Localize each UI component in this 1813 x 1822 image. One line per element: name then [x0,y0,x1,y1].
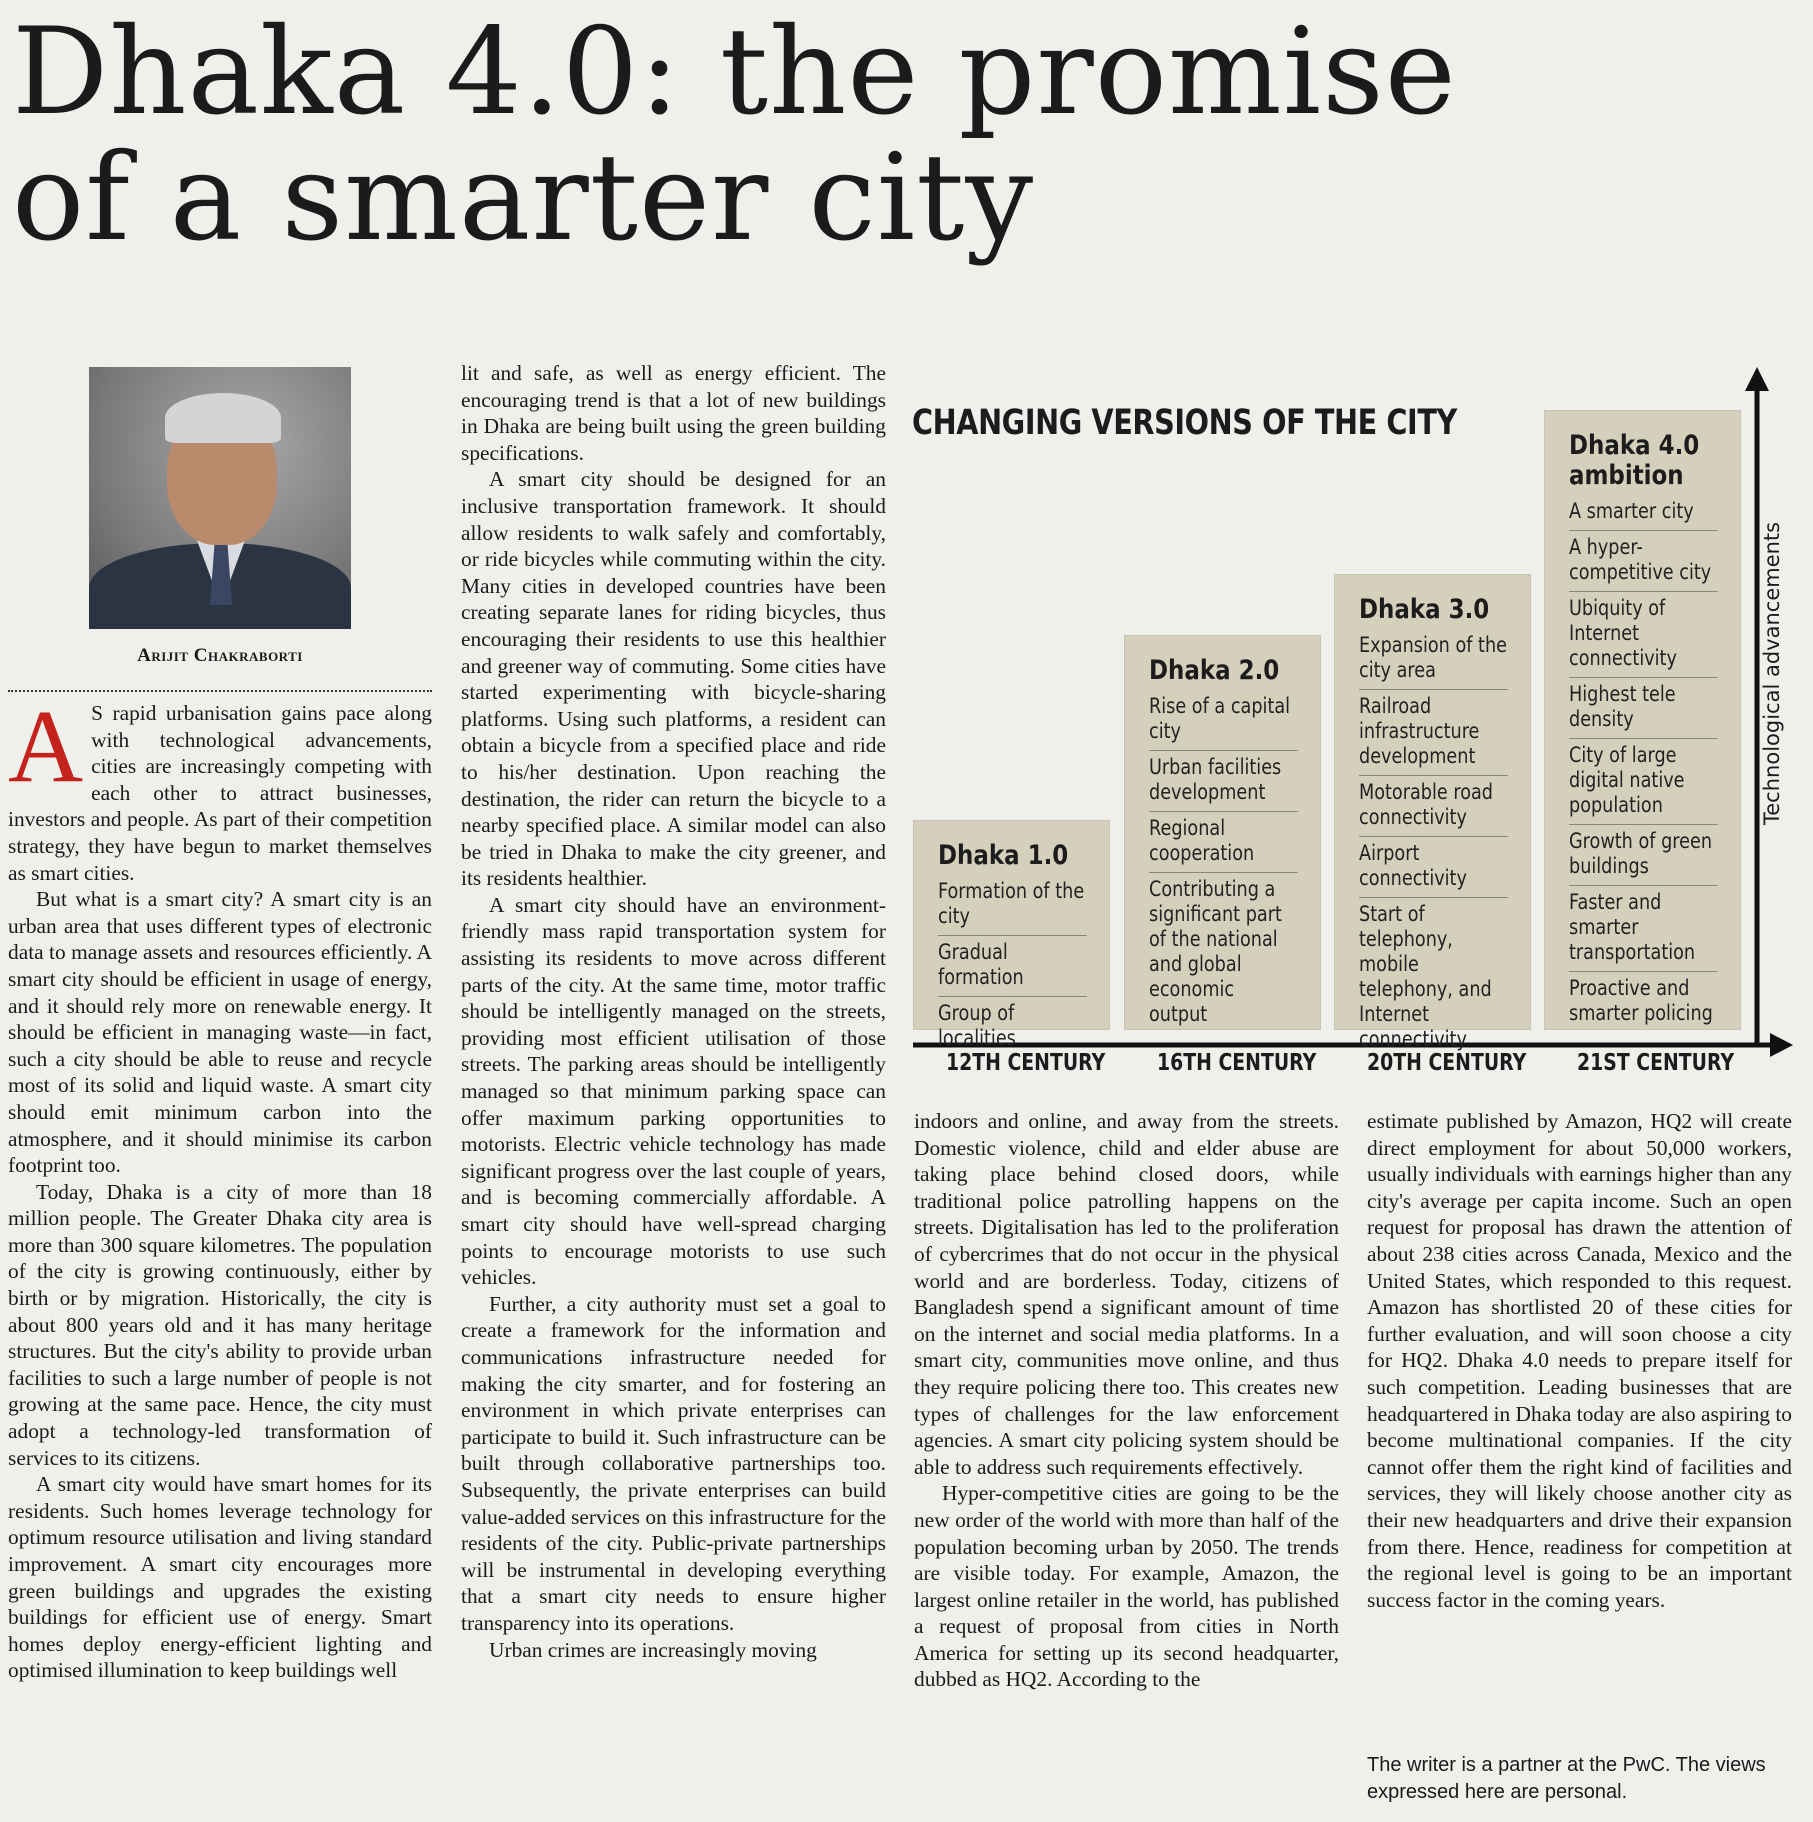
stage-item: Railroad infrastructure development [1359,690,1507,776]
stage-item: A smarter city [1569,495,1717,531]
stage-item: Formation of the city [938,875,1086,936]
stage-title: Dhaka 1.0 [938,840,1069,871]
article-paragraph: Today, Dhaka is a city of more than 18 million people. The Greater Dhaka city area is more than 300 square kilometres. The population of the city is growing continuously, either by birth or by migration. Historically, the city is about 800 years old and it has many heritage structures. But the city's ability to provide urban facilities to such a large number of people is not growing at the same pace. Hence, the city must adopt a technology-led transformation of services to its citizens. [8,1179,432,1470]
stage-item: City of large digital native population [1569,739,1717,825]
stage-item: Ubiquity of Internet connectivity [1569,592,1717,678]
article-paragraph: lit and safe, as well as energy efficient. The encouraging trend is that a lot of new buildings in Dhaka are being built using the green building specifications. [461,361,886,465]
century-label-3: 20TH CENTURY [1367,1050,1527,1076]
headline-line-1: Dhaka 4.0: the promise [12,3,1457,142]
article-paragraph: Hyper-competitive cities are going to be the new order of the world with more than half of the population becoming urban by 2050. The trends are visible today. For example, Amazon, the largest online retailer in the world, has published a request of proposal from cities in North America for setting up its second headquarter, dubbed as HQ2. According to the [914,1481,1339,1692]
article-paragraph: estimate published by Amazon, HQ2 will create direct employment for about 50,000 workers, usually individuals with earnings higher than any city's average per capita income. Such an open request for proposal has drawn the attention of about 238 cities across Canada, Mexico and the United States, which responded to this request. Amazon has shortlisted 20 of these cities for further evaluation, and will soon choose a city for HQ2. Dhaka 4.0 needs to prepare itself for such competition. Leading businesses that are headquartered in Dhaka today are also aspiring to become multinational companies. If the city cannot offer them the right kind of facilities and services, they will likely choose another city as their new headquarters and drive their expansion from there. Hence, readiness for competition at the regional level is going to be an important success factor in the coming years. [1367,1109,1792,1612]
article-paragraph: But what is a smart city? A smart city is an urban area that uses different types of electronic data to manage assets and resources efficiently. A smart city should be efficient in usage of energy, and it should rely more on renewable energy. It should be efficient in managing waste—in fact, such a city should be able to reuse and recycle most of its solid and liquid waste. A smart city should emit minimum carbon into the atmosphere, and it should minimise its carbon footprint too. [8,887,432,1178]
article-paragraph: indoors and online, and away from the streets. Domestic violence, child and elder abuse are taking place behind closed doors, while traditional police patrolling happens on the streets. Digitalisation has led to the proliferation of cybercrimes that do not occur in the physical world and are borderless. Today, citizens of Bangladesh spend a significant amount of time on the internet and social media platforms. In a smart city, communities move online, and thus they require policing there too. This creates new types of challenges for the law enforcement agencies. A smart city policing system should be able to address such requirements effectively. [914,1109,1339,1479]
stage-item: Urban facilities development [1149,751,1297,812]
century-label-4: 21ST CENTURY [1577,1050,1735,1076]
stage-title: Dhaka 4.0 ambition [1569,430,1700,491]
stage-item: Proactive and smarter policing [1569,976,1713,1025]
stage-item: Group of localities [938,1001,1016,1050]
stage-title: Dhaka 2.0 [1149,655,1280,686]
article-paragraph: Urban crimes are increasingly moving [489,1637,817,1662]
article-column-4 [1367,1108,1792,1613]
stage-item: Faster and smarter transportation [1569,886,1717,972]
stage-box-4 [1544,410,1741,1030]
author-footnote: The writer is a partner at the PwC. The views expressed here are personal. [1367,1754,1766,1803]
stage-item: Start of telephony, mobile telephony, and Internet connectivity [1359,902,1492,1051]
stage-box-2 [1124,635,1321,1030]
stage-box-3 [1334,574,1531,1051]
stage-item: Rise of a capital city [1149,690,1297,751]
article-paragraph: Further, a city authority must set a goal to create a framework for the information and communications infrastructure needed for making the city smarter, and for fostering an environment in which private enterprises can participate to build it. Such infrastructure can be built through collaborative partnerships too. Subsequently, the private enterprises can build value-added services on this infrastructure for the residents of the city. Public-private partnerships will be instrumental in developing everything that a smart city needs to ensure higher transparency into its operations. [461,1291,886,1635]
stage-item: Expansion of the city area [1359,629,1507,690]
article-paragraph: A smart city should have an environment-friendly mass rapid transportation system for assisting its residents to move across different parts of the city. At the same time, motor traffic should be intelligently managed on the streets, providing most efficient utilisation of those streets. The parking areas should be intelligently managed so that minimum parking space can offer maximum parking opportunities to motorists. Electric vehicle technology has made significant progress over the last couple of years, and is becoming commercially affordable. A smart city should have well-spread charging points to encourage motorists to use such vehicles. [461,892,886,1290]
century-label-2: 16TH CENTURY [1157,1050,1317,1076]
stage-title: Dhaka 3.0 [1359,594,1490,625]
drop-cap: A [8,689,84,804]
stage-item: A hyper-competitive city [1569,531,1717,592]
infographic-title: CHANGING VERSIONS OF THE CITY [912,403,1457,443]
stage-item: Gradual formation [938,936,1086,997]
stage-box-1 [913,820,1110,1050]
article-paragraph: A smart city should be designed for an inclusive transportation framework. It should allow residents to walk safely and comfortably, or ride bicycles while commuting within the city. Many cities in developed countries have been creating separate lanes for riding bicycles, thus encouraging their residents to use this healthier and greener way of commuting. Some cities have started experimenting with bicycle-sharing platforms. Using such platforms, a resident can obtain a bicycle from a specified place and ride to his/her destination. Upon reaching the destination, the rider can return the bicycle to a nearby specified place. A similar model can also be tried in Dhaka to make the city greener, and its residents healthier. [461,467,886,891]
stage-item: Regional cooperation [1149,812,1297,873]
article-column-3 [914,1108,1339,1693]
y-axis-label: Technological advancements [1760,521,1784,825]
stage-item: Airport connectivity [1359,837,1507,898]
article-paragraph: A smart city would have smart homes for its residents. Such homes leverage technology for optimum resource utilisation and living standard improvement. A smart city encourages more green buildings and upgrades the existing buildings for efficient use of energy. Smart homes deploy energy-efficient lighting and optimised illumination to keep buildings well [8,1472,432,1683]
headline-line-2: of a smarter city [12,129,1035,268]
stage-item: Motorable road connectivity [1359,776,1507,837]
century-label-1: 12TH CENTURY [946,1050,1106,1076]
stage-item: Contributing a significant part of the national and global economic output [1149,877,1282,1026]
byline: Arijit Chakraborti [137,645,303,666]
paragraph-text: S rapid urbanisation gains pace along with technological advancements, cities are increasingly competing with each other to attract businesses, investors and people. As part of their competition strategy, they have begun to market themselves as smart cities. [8,701,432,885]
stage-item: Growth of green buildings [1569,825,1717,886]
stage-item: Highest tele density [1569,678,1717,739]
